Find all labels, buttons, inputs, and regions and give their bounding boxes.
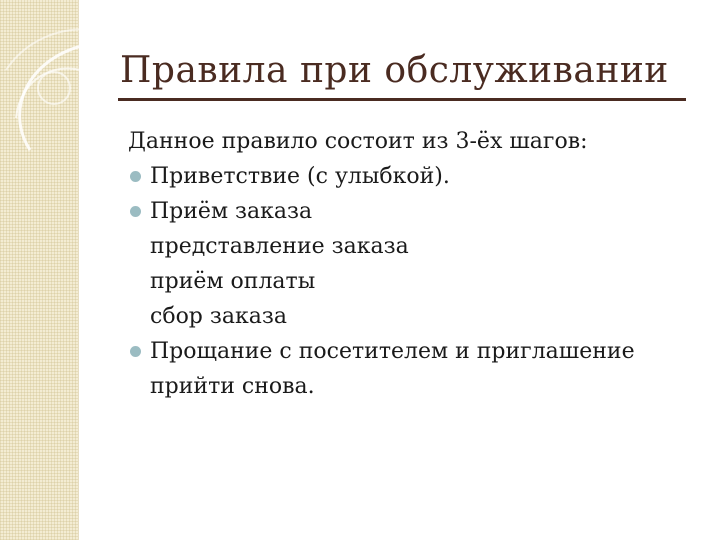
title-underline (118, 98, 686, 101)
list-item-farewell: Прощание с посетителем и приглашение (128, 334, 688, 369)
slide-body (128, 124, 688, 404)
list-item-farewell-continuation: прийти снова. (150, 374, 315, 399)
list-item-order-taking: Приём заказа (128, 194, 688, 229)
sub-item-order-presentation: представление заказа (150, 234, 409, 259)
sub-item-payment: приём оплаты (150, 269, 316, 294)
list-item-greeting: Приветствие (с улыбкой). (128, 159, 688, 194)
slide-title: Правила при обслуживании (120, 50, 669, 91)
intro-text: Данное правило состоит из 3-ёх шагов: (128, 129, 588, 154)
sub-item-order-assembly: сбор заказа (150, 304, 287, 329)
swirl-ornament-icon (0, 0, 100, 220)
